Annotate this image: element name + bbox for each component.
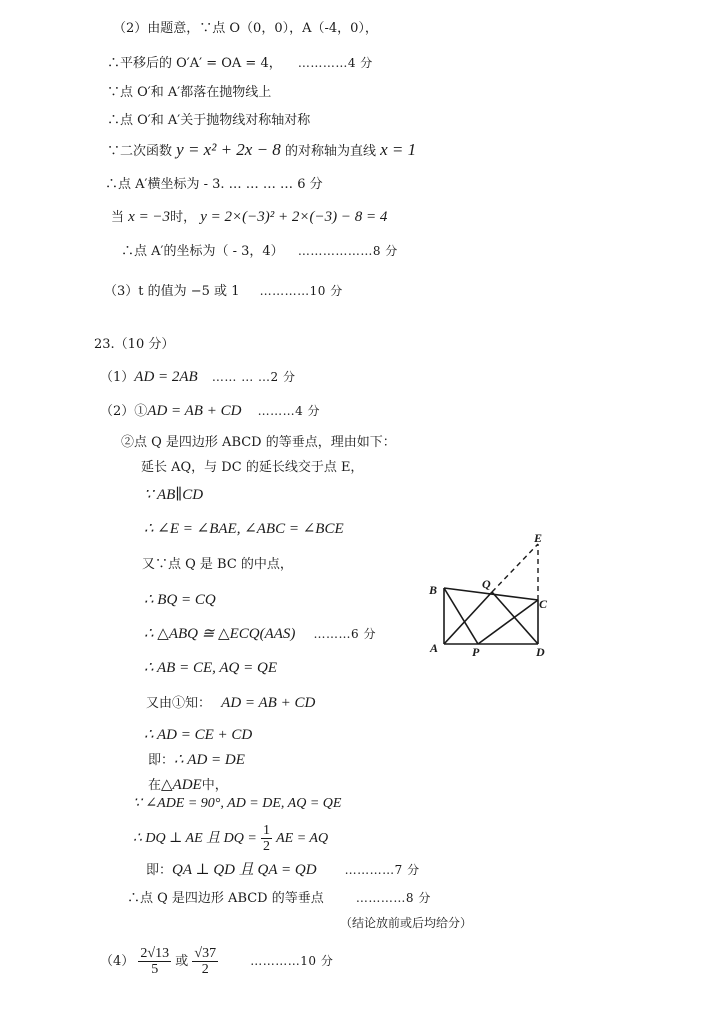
p23-note: （结论放前或后均给分） <box>340 916 473 930</box>
p23-line-p15 <box>146 861 420 880</box>
p22-score-4: …………4 分 <box>297 56 373 70</box>
p23-q4-fraction-1 <box>138 946 171 977</box>
p22-line6: ∴点 A′横坐标为 - 3. … … … … 6 分 <box>105 177 323 192</box>
p22-line7 <box>111 208 387 227</box>
p23-q1-expr: AD = 2AB <box>134 369 198 385</box>
p23-half-num: 1 <box>262 823 270 838</box>
label-B: B <box>429 583 438 597</box>
p22-line9 <box>104 282 343 301</box>
p22-quadratic-expr: y = x² + 2x − 8 <box>176 140 281 159</box>
p22-line1: （2）由题意，∵点 O（0，0），A（-4，0）， <box>113 21 378 36</box>
p23-line-p14 <box>133 823 328 854</box>
p22-line4: ∴点 O′和 A′关于抛物线对称轴对称 <box>107 113 311 128</box>
p23-q1 <box>100 368 295 387</box>
p22-line7-b: 时， <box>170 210 197 225</box>
p23-line-p6: ∴ BQ = CQ <box>144 592 216 608</box>
p23-q4-or: 或 <box>175 954 189 969</box>
p23-line-p4: ∴ ∠E = ∠BAE, ∠ABC = ∠BCE <box>144 521 344 537</box>
p23-half-den: 2 <box>262 839 270 854</box>
p23-line-p11 <box>148 751 245 770</box>
p22-score-8: ………………8 分 <box>297 244 398 258</box>
dashed-QE <box>492 544 538 592</box>
p23-line-p13: ∵ ∠ADE = 90°, AD = DE, AQ = QE <box>133 796 342 811</box>
segment-PC <box>478 600 538 644</box>
p23-q4-f2-den: 2 <box>201 962 209 977</box>
p23-score-6: ………6 分 <box>313 627 376 641</box>
label-Q: Q <box>482 577 491 591</box>
p23-line-p15-b: QA ⊥ QD 且 QA = QD <box>172 862 317 878</box>
p22-line7-expr2: y = 2×(−3)² + 2×(−3) − 8 = 4 <box>200 209 388 225</box>
p22-line2 <box>107 54 373 73</box>
p22-score-10: …………10 分 <box>259 284 343 298</box>
label-C: C <box>539 597 548 611</box>
label-P: P <box>472 645 480 659</box>
p23-line-p5: 又∵点 Q 是 BC 的中点， <box>142 557 293 572</box>
p23-line-p14-a: ∴ DQ ⊥ AE 且 DQ = <box>133 831 257 846</box>
p23-line-p3: ∵ AB∥CD <box>144 487 204 503</box>
p23-q1-label: （1） <box>100 370 135 385</box>
p23-q4-fraction-2 <box>192 946 218 977</box>
label-D: D <box>536 645 545 659</box>
p22-line5 <box>107 141 416 161</box>
p22-line8 <box>121 242 398 261</box>
p22-line7-a: 当 <box>111 210 125 225</box>
segment-BP <box>444 588 478 644</box>
p23-line-p12-a: 在 <box>148 778 162 793</box>
p23-line-p8: ∴ AB = CE, AQ = QE <box>144 660 277 676</box>
p23-q4-label: （4） <box>100 954 135 969</box>
p23-score-7: …………7 分 <box>344 863 420 877</box>
p23-q2-expr: AD = AB + CD <box>147 403 242 419</box>
p23-q4 <box>100 942 333 981</box>
p23-q4-score: …………10 分 <box>250 954 334 968</box>
p23-line-p11-a: 即： <box>148 753 175 768</box>
label-A: A <box>430 641 439 655</box>
p23-q4-f1-num: 2√13 <box>140 946 170 961</box>
geometry-figure <box>420 530 560 660</box>
p23-line-p7 <box>144 625 376 644</box>
p23-congruence: ∴ △ABQ ≅ △ECQ(AAS) <box>144 626 296 642</box>
p23-line-p9-b: AD = AB + CD <box>221 695 316 711</box>
p23-line-p10: ∴ AD = CE + CD <box>144 727 253 743</box>
p22-line8-text: ∴点 A′的坐标为（ - 3，4） <box>121 244 284 259</box>
p22-line3: ∵点 O′和 A′都落在抛物线上 <box>107 85 272 100</box>
p23-q4-f2-num: √37 <box>194 946 217 961</box>
p23-line-p11-b: ∴ AD = DE <box>174 752 245 768</box>
p23-score-8: …………8 分 <box>355 891 431 905</box>
p23-line-p16-text: ∴点 Q 是四边形 ABCD 的等垂点 <box>127 891 324 906</box>
p22-line7-expr: x = −3 <box>128 209 171 225</box>
p23-header: 23.（10 分） <box>94 337 175 352</box>
p23-q1-score: …… … …2 分 <box>211 370 296 384</box>
p23-half-fraction <box>261 823 272 854</box>
p23-line-p9 <box>146 694 315 713</box>
p23-line-p15-a: 即： <box>146 863 173 878</box>
p22-line5-b: 的对称轴为直线 <box>284 144 376 159</box>
p22-line9-text: （3）t 的值为 −5 或 1 <box>104 284 240 299</box>
p23-q2 <box>100 402 320 421</box>
p22-line5-a: ∵二次函数 <box>107 144 173 159</box>
p23-line-p14-b: AE = AQ <box>276 831 329 846</box>
p23-q2-score: ………4 分 <box>257 404 321 418</box>
p23-line-p12-b: △ADE <box>161 777 202 793</box>
p23-q4-f1-den: 5 <box>151 962 159 977</box>
p22-axis-expr: x = 1 <box>380 140 417 159</box>
p23-q2-label: （2）① <box>100 404 148 419</box>
p23-line-p12 <box>148 776 228 795</box>
p23-line-p2: 延长 AQ，与 DC 的延长线交于点 E， <box>141 460 364 475</box>
p23-line-p16 <box>127 889 431 908</box>
p23-line-p1: ②点 Q 是四边形 ABCD 的等垂点，理由如下： <box>121 435 396 450</box>
p23-line-p12-c: 中， <box>201 778 228 793</box>
p23-line-p9-a: 又由①知： <box>146 696 212 711</box>
p22-line2-text: ∴平移后的 O′A′ = OA = 4， <box>107 56 282 71</box>
label-E: E <box>534 531 543 545</box>
